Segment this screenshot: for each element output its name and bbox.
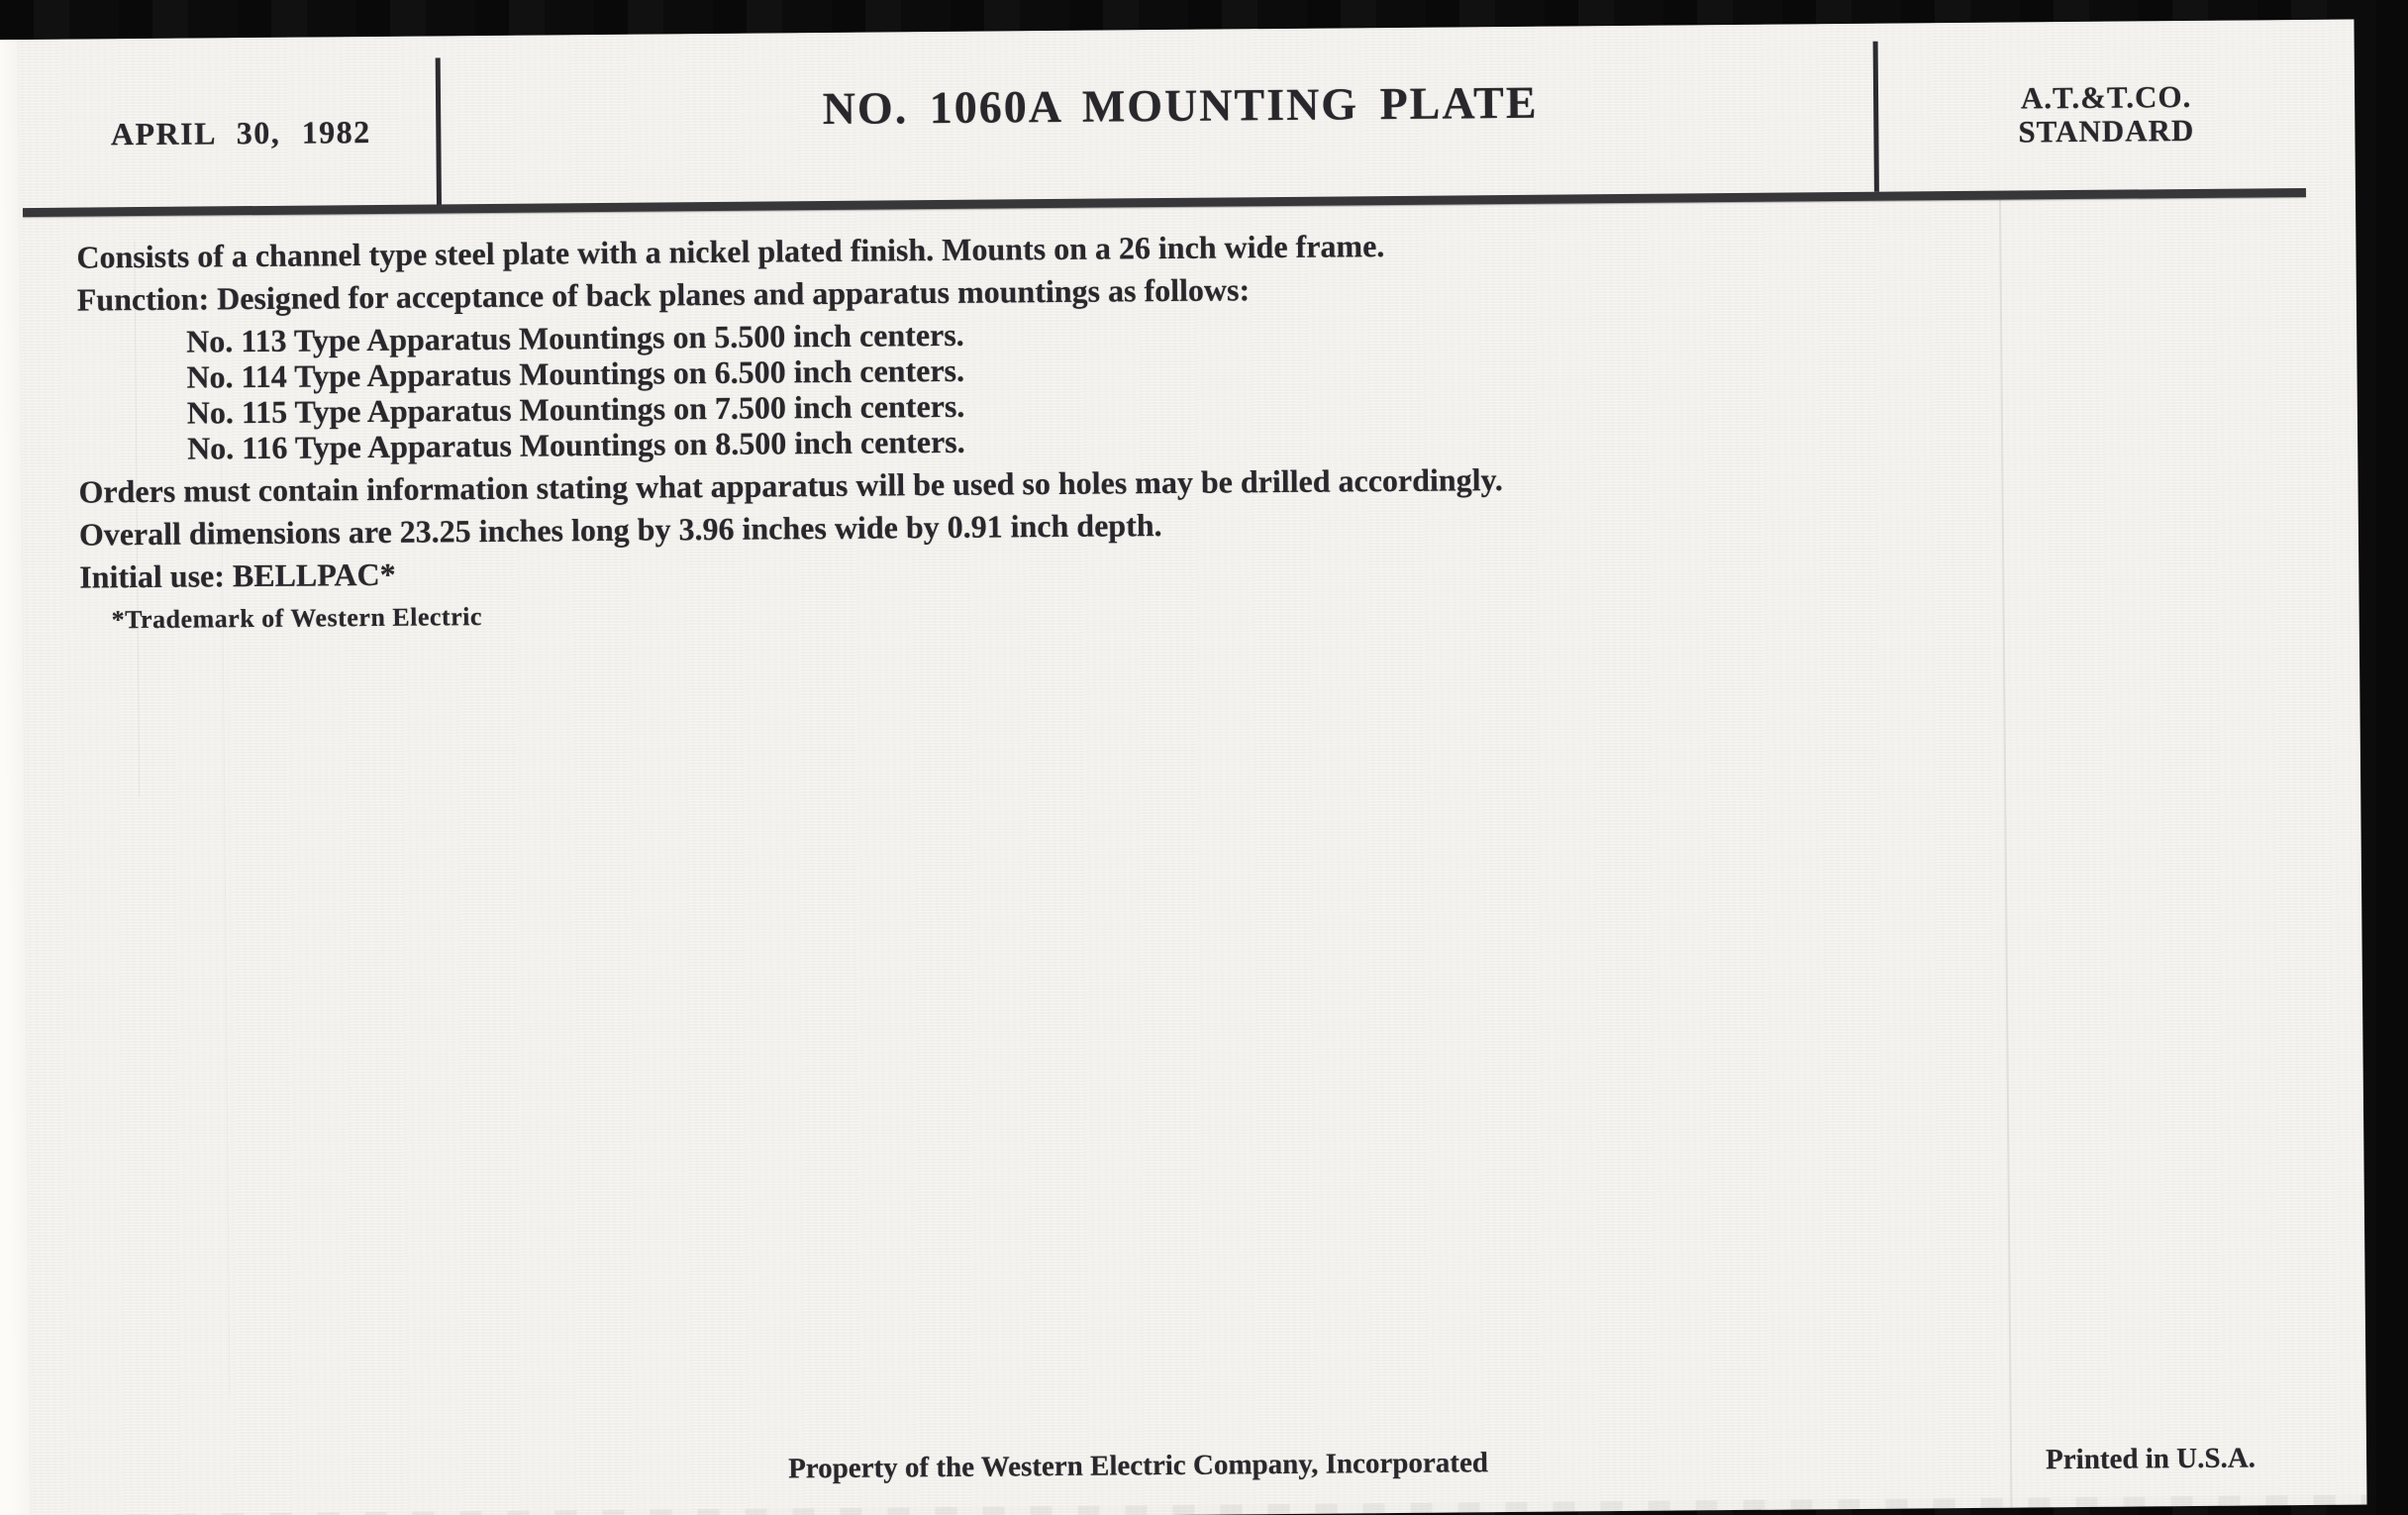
standard-label xyxy=(1938,79,2275,150)
header-divider-right xyxy=(1873,42,1879,192)
paragraph-initial-use: Initial use: BELLPAC* xyxy=(79,556,396,595)
mounting-list-item: No. 116 Type Apparatus Mountings on 8.500 inch centers. xyxy=(186,423,965,466)
standard-company-line: A.T.&T.CO. xyxy=(2020,78,2192,116)
header-divider-left xyxy=(436,57,442,208)
mounting-list-item: No. 114 Type Apparatus Mountings on 6.500 inch centers. xyxy=(186,352,965,395)
paragraph-consists: Consists of a channel type steel plate with a nickel plated finish. Mounts on a 26 inch wide frame. xyxy=(76,228,1385,275)
paragraph-orders: Orders must contain information stating what apparatus will be used so holes may be drilled accordingly. xyxy=(78,461,1503,510)
footer-printed-in-usa: Printed in U.S.A. xyxy=(2045,1442,2257,1476)
mounting-list-item: No. 115 Type Apparatus Mountings on 7.500 inch centers. xyxy=(186,387,965,431)
footer-property-notice: Property of the Western Electric Company, Incorporated xyxy=(787,1447,1489,1485)
paragraph-dimensions: Overall dimensions are 23.25 inches long by 3.96 inches wide by 0.91 inch depth. xyxy=(78,507,1162,553)
document-body xyxy=(76,225,1980,637)
fold-line xyxy=(1999,199,2013,1508)
document-title: NO. 1060A MOUNTING PLATE xyxy=(822,76,1539,135)
trademark-note: *Trademark of Western Electric xyxy=(111,602,483,635)
mounting-list xyxy=(77,310,1979,466)
header-rule xyxy=(23,188,2306,217)
mounting-list-item: No. 113 Type Apparatus Mountings on 5.500 inch centers. xyxy=(186,316,964,359)
paper-left-edge xyxy=(0,40,32,1515)
paragraph-function: Function: Designed for acceptance of back planes and apparatus mountings as follows: xyxy=(76,271,1251,318)
document-date: APRIL 30, 1982 xyxy=(110,114,371,152)
standard-word-line: STANDARD xyxy=(2018,112,2195,150)
document-page xyxy=(0,20,2366,1515)
